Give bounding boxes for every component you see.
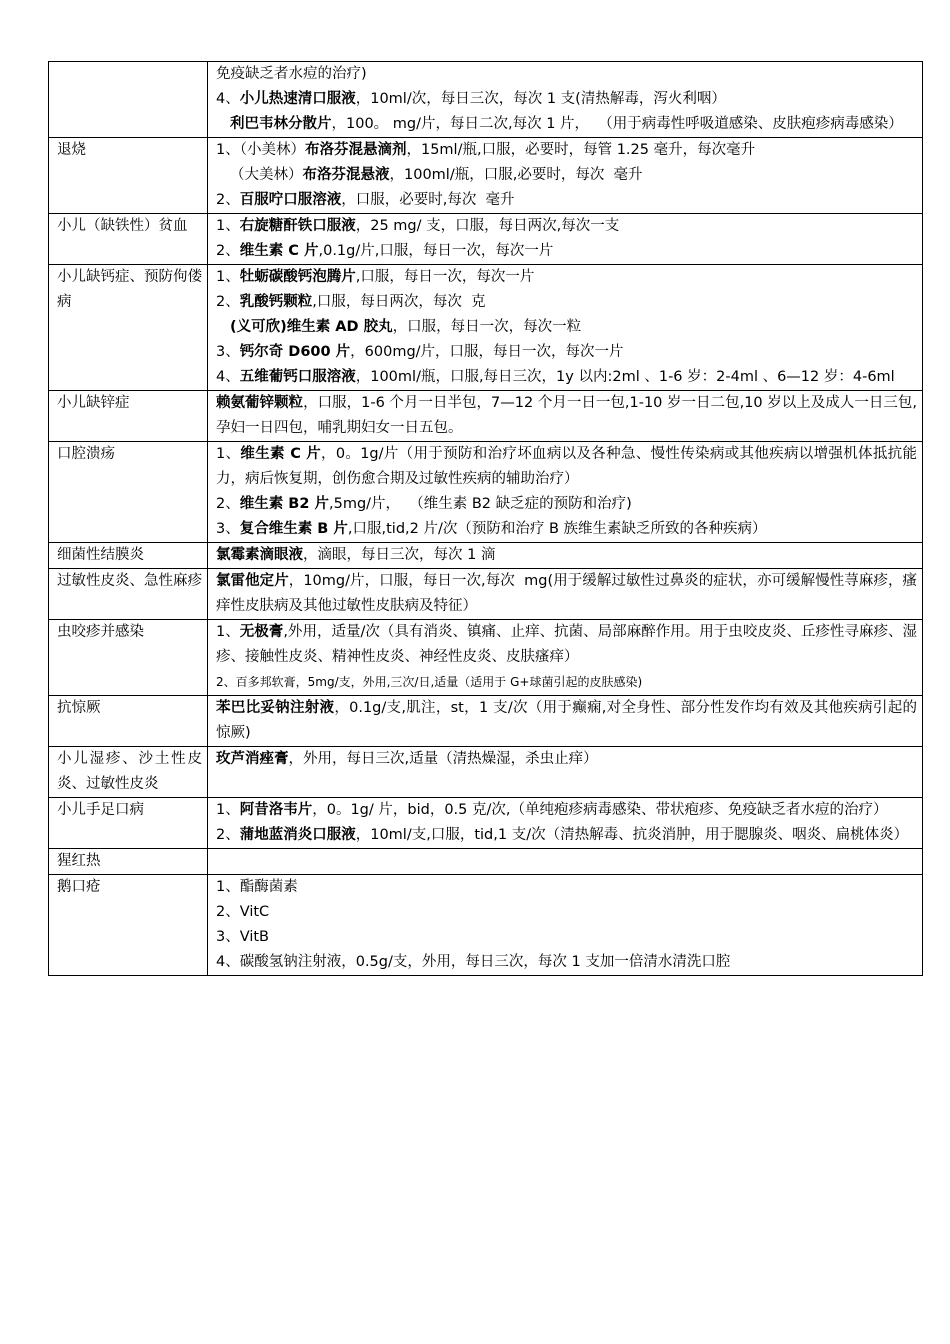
medication-line <box>216 391 917 441</box>
medication-table <box>48 61 923 976</box>
line-text: 1、酯酶菌素 <box>216 879 298 895</box>
line-text: ，10mg/片，口服，每日一次,每次 mg(用于缓解过敏性过鼻炎的症状，亦可缓解慢性荨麻疹，瘙痒性皮肤病及其他过敏性皮肤病及特征） <box>216 573 917 614</box>
line-text: 3、VitB <box>216 929 269 945</box>
table-row <box>49 214 923 265</box>
condition-cell: 小儿（缺铁性）贫血 <box>49 214 208 265</box>
line-text: 2、 <box>216 496 240 512</box>
medication-line <box>216 87 917 112</box>
medication-line <box>216 315 917 340</box>
line-text: 2、 <box>216 827 240 843</box>
table-row <box>49 569 923 620</box>
line-text: 2、VitC <box>216 904 270 920</box>
medication-line <box>216 747 917 772</box>
drug-name: 五维葡钙口服溶液 <box>239 369 356 385</box>
drug-name: 蒲地蓝消炎口服液 <box>239 827 356 843</box>
drug-name: 氯雷他定片 <box>216 573 289 589</box>
medication-cell <box>208 798 923 849</box>
medication-cell <box>208 214 923 265</box>
line-text: ，10ml/支,口服，tid,1 支/次（清热解毒、抗炎消肿，用于腮腺炎、咽炎、扁桃体炎） <box>355 827 909 843</box>
line-text: ,外用，适量/次（具有消炎、镇痛、止痒、抗菌、局部麻醉作用。用于虫咬皮炎、丘疹性寻麻疹、湿疹、接触性皮炎、精神性皮炎、神经性皮炎、皮肤瘙痒） <box>216 624 917 665</box>
drug-name: 玫芦消痤膏 <box>216 751 289 767</box>
drug-name: 苯巴比妥钠注射液 <box>216 700 335 716</box>
empty-line <box>216 849 917 874</box>
medication-line <box>216 569 917 619</box>
medication-line <box>216 340 917 365</box>
table-row <box>49 442 923 543</box>
line-text: ，100ml/瓶，口服,每日三次，1y 以内:2ml 、1-6 岁：2-4ml 、6—12 岁：4-6ml <box>355 369 895 385</box>
line-text: ，25 mg/ 支，口服，每日两次,每次一支 <box>355 218 620 234</box>
medication-line <box>216 290 917 315</box>
condition-cell: 细菌性结膜炎 <box>49 543 208 569</box>
drug-name: 氯霉素滴眼液 <box>216 547 303 563</box>
condition-cell: 小儿缺锌症 <box>49 391 208 442</box>
condition-cell: 小儿湿疹、沙土性皮炎、过敏性皮炎 <box>49 747 208 798</box>
medication-line <box>216 823 917 848</box>
line-text: ，100ml/瓶，口服,必要时，每次 毫升 <box>389 167 643 183</box>
condition-cell: 退烧 <box>49 138 208 214</box>
medication-cell <box>208 569 923 620</box>
condition-cell: 小儿手足口病 <box>49 798 208 849</box>
table-body <box>49 62 923 976</box>
medication-line <box>216 265 917 290</box>
line-text: 1、（小美林） <box>216 142 305 158</box>
table-row <box>49 543 923 569</box>
drug-name: 阿昔洛韦片 <box>239 802 313 818</box>
drug-name: 维生素 C 片 <box>239 243 319 259</box>
medication-line <box>216 239 917 264</box>
line-text: 3、 <box>216 344 240 360</box>
condition-cell <box>49 62 208 138</box>
line-text: ,0.1g/片,口服，每日一次，每次一片 <box>318 243 554 259</box>
line-text: ，0。1g/片（用于预防和治疗坏血病以及各种急、慢性传染病或其他疾病以增强机体抵抗能力，病后恢复期，创伤愈合期及过敏性疾病的辅助治疗） <box>216 446 917 487</box>
medication-cell <box>208 62 923 138</box>
line-text: 3、 <box>216 521 240 537</box>
table-row <box>49 62 923 138</box>
medication-line <box>216 188 917 213</box>
line-text: ,口服，每日一次，每次一片 <box>355 269 535 285</box>
line-text: ，口服，每日一次，每次一粒 <box>392 319 582 335</box>
medication-line <box>216 925 917 950</box>
line-text: （大美林） <box>230 167 303 183</box>
medication-cell <box>208 875 923 976</box>
medication-line <box>216 543 917 568</box>
medication-line <box>216 798 917 823</box>
medication-cell <box>208 620 923 696</box>
medication-line <box>216 442 917 492</box>
line-text: ,5mg/片， （维生素 B2 缺乏症的预防和治疗) <box>328 496 632 512</box>
line-text: 4、碳酸氢钠注射液，0.5g/支，外用，每日三次，每次 1 支加一倍清水清洗口腔 <box>216 954 731 970</box>
line-text: 2、 <box>216 192 240 208</box>
line-text: ，0。1g/ 片，bid，0.5 克/次,（单纯疱疹病毒感染、带状疱疹、免疫缺乏者水痘的治疗） <box>312 802 888 818</box>
medication-line <box>216 950 917 975</box>
line-text: 1、 <box>216 802 240 818</box>
drug-name: 钙尔奇 D600 片 <box>239 344 351 360</box>
medication-cell <box>208 696 923 747</box>
medication-cell <box>208 391 923 442</box>
medication-line <box>216 365 917 390</box>
line-text: ，外用，每日三次,适量（清热燥湿，杀虫止痒） <box>288 751 598 767</box>
medication-line <box>216 62 917 87</box>
table-row <box>49 747 923 798</box>
drug-name: 维生素 B2 片 <box>239 496 329 512</box>
medication-cell <box>208 543 923 569</box>
medication-line <box>216 620 917 670</box>
line-text: 1、 <box>216 269 240 285</box>
condition-cell: 猩红热 <box>49 849 208 875</box>
medication-line <box>216 670 917 695</box>
table-row <box>49 391 923 442</box>
table-row <box>49 696 923 747</box>
line-text: ，600mg/片，口服，每日一次，每次一片 <box>350 344 624 360</box>
line-text: 2、 <box>216 243 240 259</box>
table-row <box>49 875 923 976</box>
condition-cell: 虫咬疹并感染 <box>49 620 208 696</box>
medication-line <box>216 138 917 163</box>
line-text: ，口服，1-6 个月一日半包，7—12 个月一日一包,1-10 岁一日二包,10 岁以上及成人一日三包,孕妇一日四包，哺乳期妇女一日五包。 <box>216 395 917 436</box>
drug-name: 布洛芬混悬滴剂 <box>304 142 407 158</box>
drug-name: 乳酸钙颗粒 <box>239 294 313 310</box>
table-row <box>49 620 923 696</box>
medication-cell <box>208 849 923 875</box>
table-row <box>49 138 923 214</box>
medication-cell <box>208 442 923 543</box>
drug-name: 小儿热速清口服液 <box>239 91 356 107</box>
drug-name: (义可欣)维生素 AD 胶丸 <box>230 319 393 335</box>
condition-cell: 过敏性皮炎、急性麻疹 <box>49 569 208 620</box>
drug-name: 无极膏 <box>239 624 284 640</box>
condition-cell: 抗惊厥 <box>49 696 208 747</box>
line-text: ,口服，每日两次，每次 克 <box>312 294 486 310</box>
line-text: 免疫缺乏者水痘的治疗) <box>216 66 367 82</box>
drug-name: 右旋糖酐铁口服液 <box>239 218 356 234</box>
medication-line <box>216 214 917 239</box>
medication-cell <box>208 265 923 391</box>
line-text: 2、百多邦软膏，5mg/支，外用,三次/日,适量（适用于 G+球菌引起的皮肤感染) <box>216 675 643 689</box>
table-row <box>49 798 923 849</box>
drug-name: 利巴韦林分散片 <box>230 116 332 132</box>
line-text: 4、 <box>216 91 240 107</box>
line-text: ，0.1g/支,肌注，st，1 支/次（用于癫痫,对全身性、部分性发作均有效及其他疾病引起的惊厥) <box>216 700 917 741</box>
medication-line <box>216 112 917 137</box>
line-text: 2、 <box>216 294 240 310</box>
medication-line <box>216 517 917 542</box>
line-text: ，滴眼，每日三次，每次 1 滴 <box>303 547 496 563</box>
medication-line <box>216 492 917 517</box>
condition-cell: 口腔溃疡 <box>49 442 208 543</box>
drug-name: 赖氨葡锌颗粒 <box>216 395 304 411</box>
line-text: ,口服,tid,2 片/次（预防和治疗 B 族维生素缺乏所致的各种疾病） <box>347 521 767 537</box>
medication-line <box>216 875 917 900</box>
drug-name: 复合维生素 B 片 <box>239 521 348 537</box>
medication-cell <box>208 747 923 798</box>
line-text: 1、 <box>216 218 240 234</box>
table-row <box>49 265 923 391</box>
drug-name: 布洛芬混悬液 <box>302 167 390 183</box>
drug-name: 百服咛口服溶液 <box>239 192 342 208</box>
medication-line <box>216 696 917 746</box>
medication-cell <box>208 138 923 214</box>
line-text: 1、 <box>216 624 240 640</box>
line-text: 1、 <box>216 446 241 462</box>
medication-line <box>216 900 917 925</box>
line-text: 4、 <box>216 369 240 385</box>
drug-name: 牡蛎碳酸钙泡腾片 <box>239 269 356 285</box>
condition-cell: 小儿缺钙症、预防佝偻病 <box>49 265 208 391</box>
line-text: ，口服，必要时,每次 毫升 <box>341 192 515 208</box>
table-row <box>49 849 923 875</box>
drug-name: 维生素 C 片 <box>240 446 322 462</box>
line-text: ，100。 mg/片，每日二次,每次 1 片， （用于病毒性呼吸道感染、皮肤疱疹病毒感染） <box>331 116 903 132</box>
condition-cell: 鹅口疮 <box>49 875 208 976</box>
line-text: ，15ml/瓶,口服，必要时，每管 1.25 毫升，每次毫升 <box>406 142 756 158</box>
medication-line <box>216 163 917 188</box>
line-text: ，10ml/次，每日三次，每次 1 支(清热解毒，泻火利咽） <box>355 91 726 107</box>
